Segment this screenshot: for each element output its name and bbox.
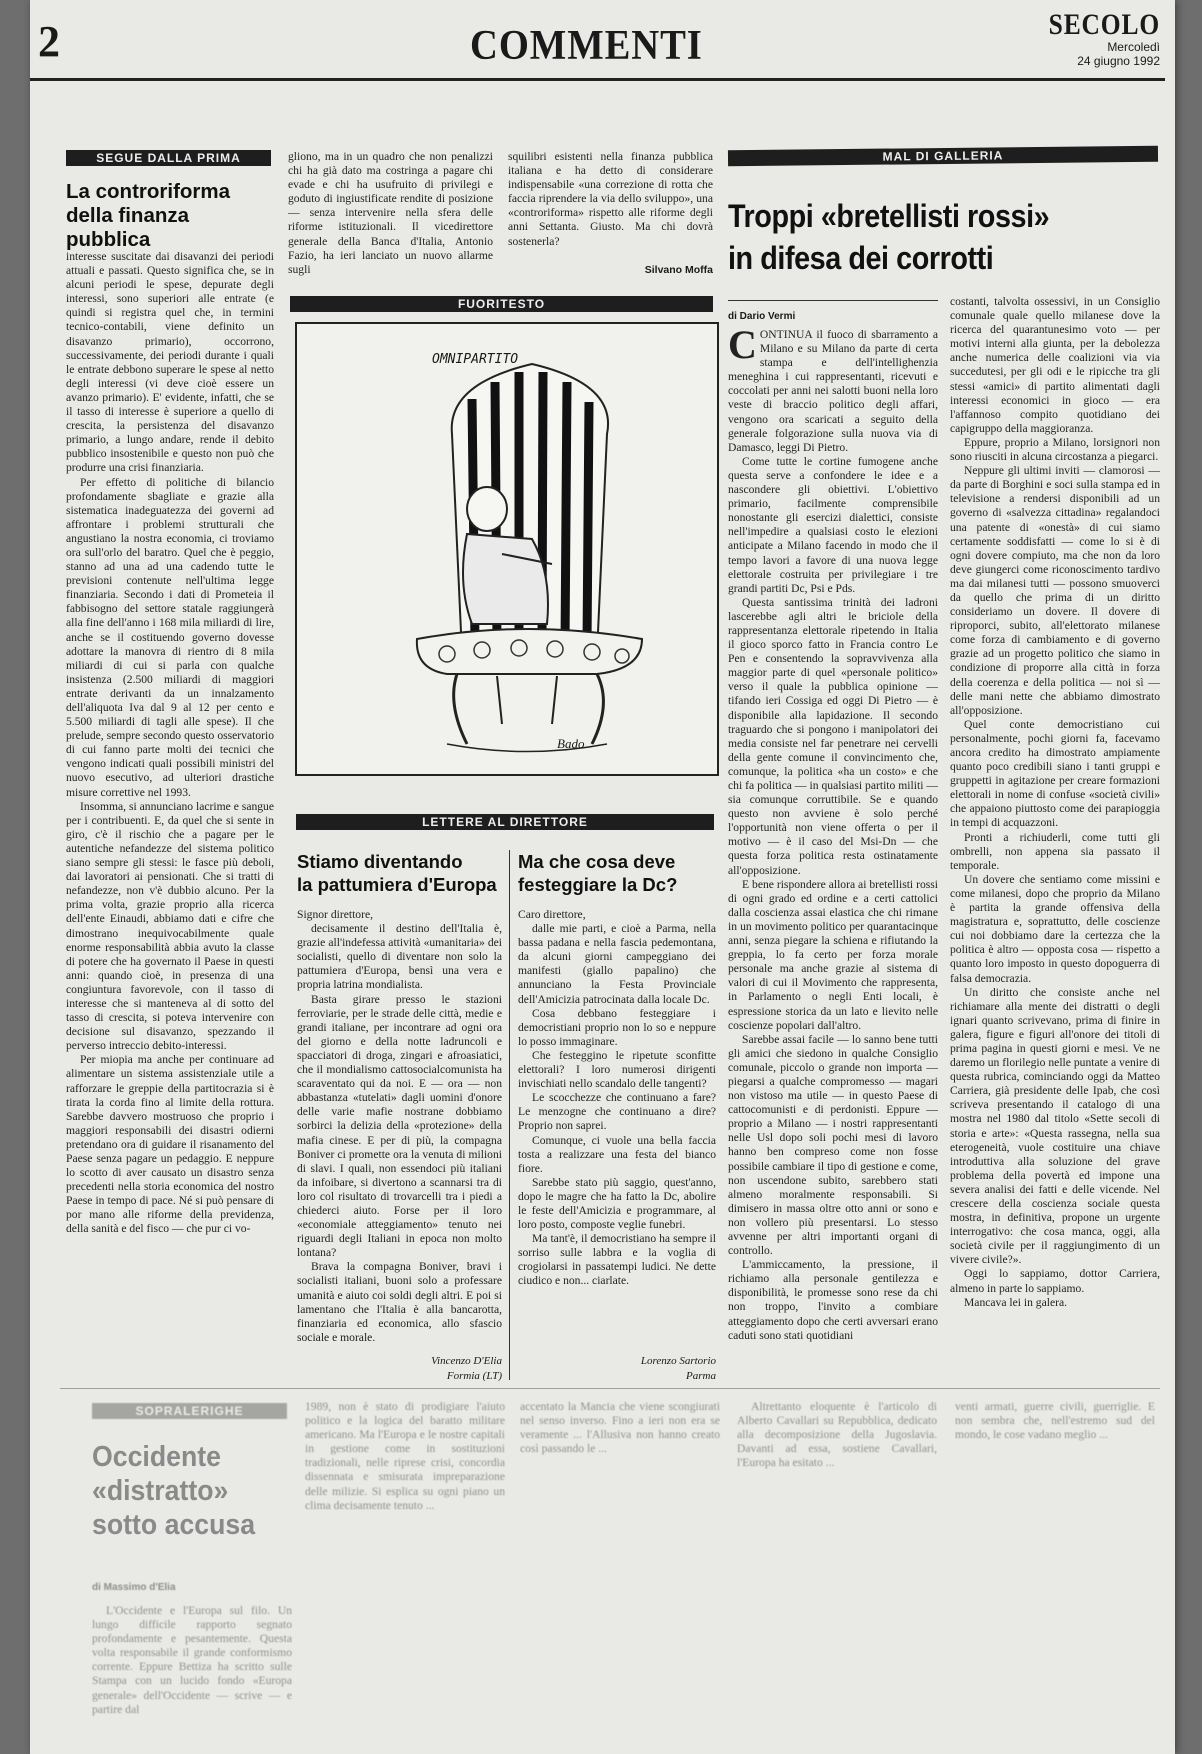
masthead-logo: SECOLO bbox=[1048, 8, 1160, 41]
paragraph: Questa santissima trinità dei ladroni lascerebbe agli altri le briciole della rappresentanza elettorale ripetendo in Italia il gioco sporco fatto in Francia contro Le Pen e consentendo la sopravvivenza alla maggior parte di quel «personale politico» verso il quale la pubblica opinione — tifando ieri Cossiga ed oggi Di Pietro — è disponibile alla lapidazione. Il secondo traguardo che si pongono i manipolatori dei media consiste nel far penetrare nei cervelli della gente comune il convincimento che, comunque, la politica «ha un costo» e che chi fa politica — in qualsiasi partito militi — sia comunque corruttibile. Se e quando questo non avviene è solo perché l'opportunità non viene offerta o per il motivo — è il caso del Msi-Dn — che questa forza politica resta ostinatamente all'opposizione. bbox=[728, 595, 938, 877]
paragraph: Mancava lei in galera. bbox=[964, 1295, 1068, 1309]
article-controriforma-continuation bbox=[288, 150, 493, 300]
paragraph: Per miopia ma anche per continuare ad alimentare un sistema assistenziale utile a rafforzare le greppie della partitocrazia si è tirata la corda fino al limite della rottura. Sarebbe davvero mostruoso che proprio i maggiori responsabili dei disastri odierni pretendano ora di guidare il risanamento del Paese senza pagare un pedaggio. E neppure lo scotto di aver causato un disastro senza precedenti nella storia economica del nostro Paese in tempo di pace. Né si può pensare di por mano alle riforme della previdenza, della sanità e del fisco — che pur ci vo- bbox=[66, 1053, 274, 1236]
page-number: 2 bbox=[38, 17, 60, 66]
bottom-rule bbox=[60, 1388, 1160, 1389]
paragraph: Cosa debbano festeggiare i democristiani proprio non lo so e neppure lo posso immaginare. bbox=[518, 1006, 716, 1048]
paragraph: Oggi lo sappiamo, dottor Carriera, almeno in parte lo sappiamo. bbox=[950, 1267, 1160, 1295]
paragraph: Altrettanto eloquente è l'articolo di Alberto Cavallari su Repubblica, dedicato alla decomposizione della Jugoslavia. Davanti ad essa, sostiene Cavallari, l'Europa ha esitato ... bbox=[737, 1400, 937, 1470]
article-bretellisti-col2 bbox=[950, 295, 1160, 1373]
headline-line-2: della finanza pubblica bbox=[66, 204, 190, 251]
paragraph: costanti, talvolta ossessivi, in un Consiglio comunale quale quello milanese dove la ricerca del quarantunesimo voto — per motivi interni alla giunta, per la debolezza anche numerica delle coalizioni via via succedutesi, per gli odi e le ripicche tra gli stessi «amici» di partito alimentati dagli interessi economici in gioco — era l'affannoso compito quotidiano dei capigruppo della maggioranza. bbox=[950, 295, 1160, 435]
paragraph: Quel conte democristiano cui personalmente, pochi giorni fa, facevamo ancora credito ha dimostrato ampiamente quanto poco credibili siano i tanti gruppi e gruppetti in agitazione per creare formazioni elettorali in nome di confuse «società civili» che appaiono piuttosto come dei parapioggia in tempi di acquazzoni. bbox=[950, 717, 1160, 830]
headline-line-3: sotto accusa bbox=[92, 1509, 256, 1541]
byline: di Dario Vermi bbox=[728, 311, 796, 322]
headline-controriforma bbox=[66, 180, 276, 252]
kicker-segue: SEGUE DALLA PRIMA bbox=[66, 150, 271, 166]
paragraph: venti armati, guerre civili, guerriglie. E non sembra che, nell'estremo sud del mondo, le cose vadano meglio ... bbox=[955, 1400, 1155, 1442]
article-controriforma-body bbox=[66, 250, 274, 1380]
masthead-weekday: Mercoledì bbox=[1107, 40, 1160, 54]
paragraph: squilibri esistenti nella finanza pubblica italiana e ha detto di considerare indispensabile «una correzione di rotta che faccia riprendere la via dello sviluppo», una «controriforma» rispetto alle riforme degli anni Settanta. Giusto. Ma chi dovrà sostenerla? bbox=[508, 150, 713, 248]
paragraph: interesse suscitate dai disavanzi dei periodi attuali e passati. Questo significa che, se in alcuni periodi le spese, depurate degli interessi, sono superiori alle entrate (e quindi si registra quel che, in termini tecnico-contabili, viene definito un disavanzo primario), occorrono, successivamente, dei periodi durante i quali le entrate debbono superare le spese al netto degli interessi (vi deve cioè essere un avanzo primario). E' evidente, infatti, che se il tasso di interesse è superiore a quello di crescita, la persistenza del disavanzo primario, a lungo andare, rende il debito pubblico insostenibile e questo non può che produrre una crisi finanziaria. bbox=[66, 250, 274, 475]
author-signature: Silvano Moffa bbox=[644, 264, 713, 276]
dropcap: C bbox=[728, 328, 757, 367]
letter1-signature: Vincenzo D'Elia bbox=[431, 1355, 502, 1367]
headline-line-1: Occidente bbox=[92, 1441, 222, 1473]
paragraph: Neppure gli ultimi inviti — clamorosi — da parte di Borghini e soci sulla stampa ed in televisione a rendersi disponibili ad un governo di «salvezza cittadina» regalandoci una patente di «onestà» di cui siamo certamente soddisfatti — come lo si è di ogni dovere compiuto, ma che non da loro deve giungerci come riconoscimento tardivo ma dai milanesi tutti — possono smuoverci da quello che prima di un diritto consideriamo un dovere. Il dovere di riproporci, subito, all'elettorato milanese come forza di cambiamento e di governo grazie ad un progetto politico che siamo in condizione di proporre alla città in forza della coerenza e della politica — noi sì — delle mani nette che abbiamo dimostrato all'opposizione. bbox=[950, 464, 1160, 717]
letter1-headline bbox=[297, 850, 502, 896]
headline-occidente bbox=[92, 1440, 276, 1542]
headline-line-2: festeggiare la Dc? bbox=[518, 874, 678, 895]
bottom-col3 bbox=[520, 1400, 720, 1745]
article-controriforma-end bbox=[508, 150, 713, 260]
letter2-signature: Lorenzo Sartorio bbox=[640, 1355, 716, 1367]
cartoon-frame bbox=[295, 322, 719, 776]
bottom-col5 bbox=[955, 1400, 1155, 1745]
masthead bbox=[1020, 8, 1160, 68]
headline-line-1: Stiamo diventando bbox=[297, 851, 463, 872]
salutation: Caro direttore, bbox=[518, 908, 586, 921]
paragraph: Sarebbe stato più saggio, quest'anno, dopo le magre che ha fatto la Dc, abolire le feste dell'Amicizia e programmare, al loro posto, composte veglie funebri. bbox=[518, 1175, 716, 1232]
paragraph: L'Occidente e l'Europa sul filo. Un lungo difficile rapporto segnato profondamente e pesantemente. Questa volta responsabile il grande conformismo corrente. Eppure Bettiza ha scritto sulle Stampa con un lucido fondo «Europa generale» dell'Occidente — scrive — e partire dal bbox=[92, 1604, 292, 1716]
column-divider bbox=[509, 850, 510, 1380]
bottom-col1 bbox=[92, 1604, 292, 1744]
letter2-city: Parma bbox=[686, 1370, 716, 1382]
headline-line-2: la pattumiera d'Europa bbox=[297, 874, 497, 895]
paragraph: Ma tant'è, il democristiano ha sempre il sorriso sulle labbra e la voglia di crogiolarsi in passatempi ludici. Ne dette ciudico e non... ciarlate. bbox=[518, 1232, 716, 1288]
paragraph: Sarebbe assai facile — lo sanno bene tutti gli amici che siedono in qualche Consiglio comunale, piccolo o grande non importa — piegarsi a qualche compromesso — magari non vistoso ma utile — in questo Paese di cattocomunisti e di perdonisti. Eppure — proprio a Milano — i nostri rappresentanti nelle Usl dopo soli pochi mesi di lavoro hanno ben compreso come non fosse possibile cambiare il tipo di gestione e come, non uscendone subito, sarebbero stati almeno moralmente responsabili. Si dimisero in massa oltre otto anni or sono e non vollero più presentarsi. Lo stesso avvenne per altri importanti organi di controllo. bbox=[728, 1032, 938, 1258]
headline-line-1: Troppi «bretellisti rossi» bbox=[728, 198, 1050, 234]
paragraph: gliono, ma in un quadro che non penalizzi chi ha già dato ma costringa a pagare chi evade e chi ha usufruito di privilegi e goduto di ingiustificate rendite di posizione — senza intervenire nella sfera delle riforme istituzionali. Il vicedirettore generale della Banca d'Italia, Antonio Fazio, ha ieri lanciato un nuovo allarme sugli bbox=[288, 150, 493, 276]
bottom-col4 bbox=[737, 1400, 937, 1745]
paragraph: 1989, non è stato di prodigiare l'aiuto politico e la logica del baratto militare americano. Ma l'Europa e le nostre capitali in gestione come in sostituzioni tradizionali, nelle riprese crisi, concordia dissennata e smisurata impreparazione delle milizie. Si esplica su ogni piano un clima decisamente tenuto ... bbox=[305, 1400, 505, 1512]
kicker-sopraleighe: SOPRALERIGHE bbox=[92, 1403, 287, 1419]
paragraph: Basta girare presso le stazioni ferroviarie, per le strade delle città, medie e grandi italiane, per incontrare ad ogni ora del giorno e della notte ladruncoli e spacciatori di droga, zingari e afroasiatici, che il mondialismo cattosocialcomunista ha scaraventato qui da noi. E — ora — non abbastanza «tutelati» dagli uomini d'onore delle varie mafie nostrane dobbiamo sorbirci la delizia della «protezione» della mafia cinese. E per di più, la compagna Boniver ci promette ora la venuta di milioni di slavi. I quali, non essendoci più italiani da infoibare, si divertono a scannarsi tra di loro col risultato di trovarcelli tra i piedi a chiederci aiuto. Forse per il loro «economiale atteggiamento» tenuto nei riguardi degli Italiani in epoca non molto lontana? bbox=[297, 992, 502, 1260]
masthead-date: 24 giugno 1992 bbox=[1077, 54, 1160, 68]
letter2-body bbox=[518, 908, 716, 1348]
paragraph: accentato la Mancia che viene scongiurati nel senso inverso. Fino a ieri non era se veramente ... l'Allusiva non hanno creato così passando le ... bbox=[520, 1400, 720, 1456]
paragraph: E bene rispondere allora ai bretellisti rossi di ogni grado ed ordine e a certi cattolici dalla coscienza assai elastica che chi rimane in un movimento politico per quarantacinque anni, senza piegare la schiena e rifiutando la greppia, lo fa certo per forza morale personale ma anche grazie al sistema di valori di cui il Movimento che rappresenta, in Parlamento o negli Enti locali, è espressione storica da un lato e lievito nelle coscienze popolari dall'altro. bbox=[728, 877, 938, 1032]
letter1-body bbox=[297, 908, 502, 1348]
cartoon-signature: Bado bbox=[557, 736, 585, 751]
paragraph: Un dovere che sentiamo come missini e come milanesi, dopo che proprio da Milano è partita la grande offensiva della magistratura e, soprattutto, delle coscienze cui noi dobbiamo dare la certezza che la politica è altro — opposta cosa — rispetto a quanto loro imposto in questo dopoguerra di falsa democrazia. bbox=[950, 872, 1160, 985]
paragraph: decisamente il destino dell'Italia è, grazie all'indefessa attività «umanitaria» dei socialisti, quello di diventare non solo la pattumiera d'Europa, bensì una vera e propria latrina mondialista. bbox=[297, 922, 502, 992]
headline-line-2: «distratto» bbox=[92, 1475, 229, 1507]
bottom-col2 bbox=[305, 1400, 505, 1745]
paragraph: Pronti a richiuderli, come tutti gli ombrelli, non appena sia passato il temporale. bbox=[950, 830, 1160, 872]
byline-rule bbox=[728, 300, 938, 301]
letter1-city: Formia (LT) bbox=[446, 1370, 502, 1382]
kicker-mal-di-galleria: MAL DI GALLERIA bbox=[728, 146, 1158, 167]
paragraph: Che festeggino le ripetute sconfitte elettorali? I loro numerosi dirigenti invischiati nello scandalo delle tangenti? bbox=[518, 1048, 716, 1091]
paragraph: ONTINUA il fuoco di sbarramento a Milano e su Milano da parte di certa stampa e dell'intellighenzia meneghina i cui rappresentanti, ricevuti e coccolati per anni nei salotti buoni nella loro veste di braccio politico degli affari, vengono ora scaricati a seguito della generale folgorazione sulla nuova via di Damasco, leggi Di Pietro. bbox=[728, 328, 938, 454]
paragraph: Brava la compagna Boniver, bravi i socialisti italiani, buoni solo a professare umanità e aiuto coi soldi degli altri. E poi si lamentano che l'Italia è alla bancarotta, finanziaria ed economica, allo sfascio sociale e morale. bbox=[297, 1260, 502, 1344]
paragraph: dalle mie parti, e cioè a Parma, nella bassa padana e nella fascia pedemontana, da alcuni giorni campeggiano dei manifesti (giallo papalino) che annunciano la Festa Provinciale dell'Amicizia patrocinata dalla locale Dc. bbox=[518, 922, 716, 1006]
bottom-byline: di Massimo d'Elia bbox=[92, 1582, 176, 1593]
headline-line-2: in difesa dei corrotti bbox=[728, 240, 994, 276]
paragraph: Insomma, si annunciano lacrime e sangue per i contribuenti. E, da quel che si sente in giro, c'è il rischio che a pagare per le autentiche nefandezze del sistema politico siano sempre gli stessi: le fasce più deboli, dai lavoratori ai pensionati. Che si tratti di nefandezze, non v'è dubbio alcuno. Per la prima volta, grazie proprio alla ricerca dell'ente Einaudi, abbiamo dati e cifre che dimostrano inequivocabilmente quale enorme responsabilità abbia avuto la classe di potere che ha governato il Paese in questi anni: quando cioè, in presenza di una congiuntura favorevole, con il tasso di interesse che si manteneva al di sotto del tasso di crescita, si poteva intervenire con decisione sul disavanzo, spezzando il perverso intreccio debito-interessi. bbox=[66, 799, 274, 1053]
headline-bretellisti bbox=[728, 195, 1115, 279]
kicker-fuoritesto: FUORITESTO bbox=[290, 296, 713, 312]
paragraph: Eppure, proprio a Milano, lorsignori non sono riusciti in alcuna circostanza a piegarci. bbox=[950, 435, 1160, 464]
paragraph: L'ammiccamento, la pressione, il richiamo alla personale gentilezza e disponibilità, le promesse sono rese da chi non troppo, l'invito a combiare atteggiamento dopo che certi avversari erano caduti sono stati quotidiani bbox=[728, 1258, 938, 1342]
headline-line-1: La controriforma bbox=[66, 180, 231, 203]
kicker-lettere: LETTERE AL DIRETTORE bbox=[296, 814, 714, 830]
article-bretellisti-col1 bbox=[728, 328, 938, 1373]
letter2-headline bbox=[518, 850, 718, 896]
paragraph: Le scocchezze che continuano a fare? Le menzogne che continuano a dire? Proprio non saprei. bbox=[518, 1091, 716, 1133]
salutation: Signor direttore, bbox=[297, 908, 373, 921]
paragraph: Come tutte le cortine fumogene anche questa serve a confondere le idee e a nascondere gli obiettivi. L'obiettivo primario, facilmente comprensibile nonostante gli esercizi dialettici, consiste nell'impedire a qualsiasi costo le elezioni anticipate a Milano facendo in modo che il tempo lavori a favore di una nuova legge elettorale costruita per privilegiare i tre grandi partiti Dc, Psi e Pds. bbox=[728, 454, 938, 595]
paragraph: Comunque, ci vuole una bella faccia tosta a realizzare una festa del bianco fiore. bbox=[518, 1133, 716, 1175]
paragraph: Per effetto di politiche di bilancio profondamente sbagliate e grazie alla sistematica inadeguatezza dei governi ad affrontare i problemi strutturali che angustiano la nostra economia, ci troviamo ora sull'orlo del baratro. Quel che è peggio, stanno ad una ad una cadendo tutte le previsioni contenute nell'ultima legge finanziaria. Secondo i dati di Prometeia il fabbisogno del settore statale raggiungerà alla fine dell'anno i 168 mila miliardi di lire, anche se il costituendo governo dovesse adottare la manovra di rientro di 8 mila miliardi di cui si parla con qualche insistenza (2.500 miliardi di maggiori entrate derivanti da un innalzamento dell'aliquota Iva dal 9 al 12 per cento e 5.500 miliardi di tagli alle spese). Il che prelude, sempre secondo questo osservatorio di cui fanno parte molti dei tecnici che vengono indicati quali possibili ministri del nuovo esecutivo, ad ulteriori drastiche misure correttive nel 1993. bbox=[66, 475, 274, 799]
section-title: COMMENTI bbox=[470, 23, 703, 69]
cartoon-caption: OMNIPARTITO bbox=[432, 352, 519, 367]
headline-line-1: Ma che cosa deve bbox=[518, 851, 676, 872]
cartoon-illustration bbox=[297, 324, 717, 774]
header-rule bbox=[30, 78, 1165, 81]
paragraph: Un diritto che consiste anche nel richiamare alla mente dei distratti o degli ignari quanto scrivevano, prima di finire in galera, figure e figuri all'onore dei titoli di prima pagina in questi giorni e mesi. Ve ne daremo un florilegio nelle puntate a venire di questa rubrica, cominciando oggi da Matteo Carriera, già presidente delle Ipab, che così scriveva presentando il catalogo di una mostra nel 1980 dal titolo «Sette secoli di storia e arte»: «Questa rassegna, nella sua eterogeneità, vuole costituire una chiave introduttiva alla soluzione del grave problema della povertà ed impone una severa analisi dei fatti e delle vicende. Nel crescere della coscienza sociale questa mostra, in definitiva, propone un urgente interrogativo: che cosa manca, oggi, alla società civile per il raggiungimento di un vivere civile?». bbox=[950, 985, 1160, 1267]
